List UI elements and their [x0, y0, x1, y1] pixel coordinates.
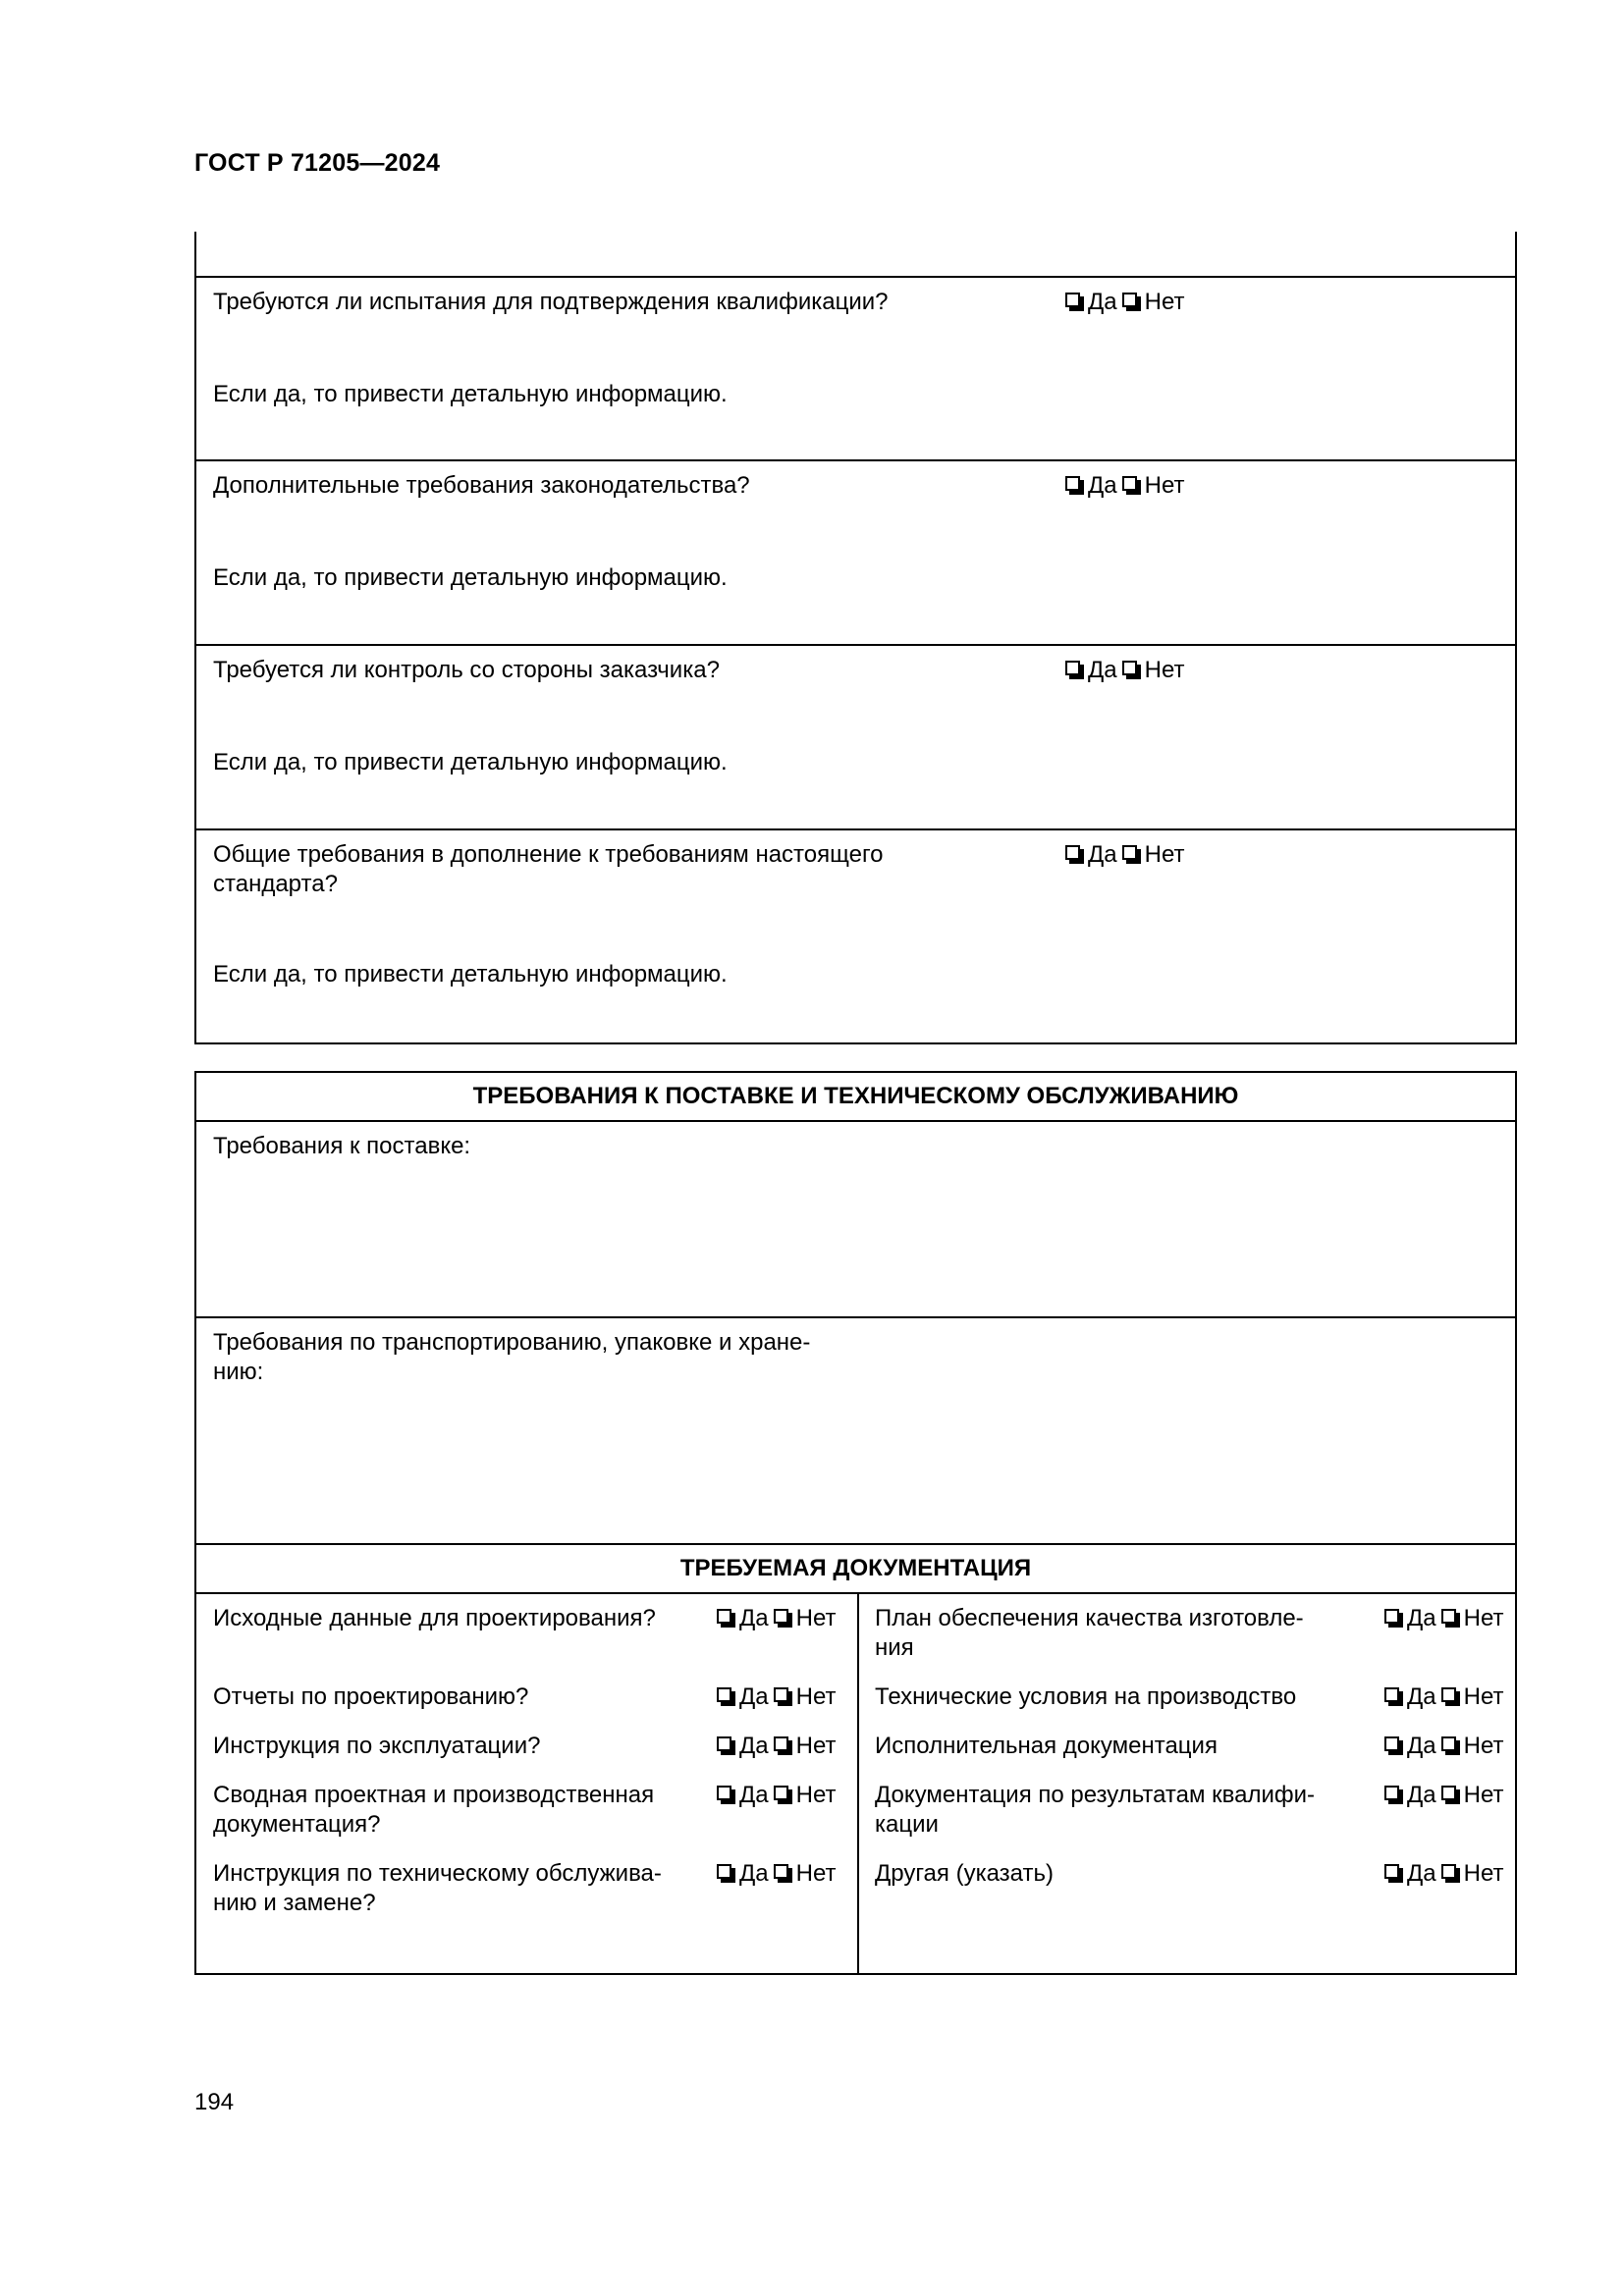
documentation-grid: [196, 1594, 1515, 1975]
no-label: Нет: [1144, 289, 1185, 315]
yes-label: Да: [1407, 1683, 1436, 1710]
question-text: Требуется ли контроль со стороны заказчика?: [213, 657, 720, 683]
yes-label: Да: [739, 1860, 769, 1887]
detail-prompt: Если да, то привести детальную информацию.: [213, 564, 728, 591]
yes-label: Да: [739, 1605, 769, 1631]
question-text: Требуются ли испытания для подтверждения квалификации?: [213, 289, 889, 315]
no-checkbox[interactable]: [1441, 1864, 1460, 1883]
doc-item-label: Сводная проектная и производственная документация?: [213, 1782, 655, 1838]
yes-checkbox[interactable]: [717, 1687, 735, 1706]
yes-label: Да: [739, 1733, 769, 1759]
no-label: Нет: [1144, 472, 1185, 499]
no-checkbox[interactable]: [774, 1687, 792, 1706]
no-checkbox[interactable]: [774, 1864, 792, 1883]
no-checkbox[interactable]: [1122, 476, 1141, 495]
no-label: Нет: [1463, 1605, 1504, 1631]
yes-label: Да: [1407, 1605, 1436, 1631]
question-text: Дополнительные требования законодательства?: [213, 472, 750, 499]
delivery-requirements-block: [196, 1122, 1515, 1318]
no-checkbox[interactable]: [1122, 293, 1141, 311]
doc-item-label: Документация по результатам квалифи-кации: [875, 1782, 1316, 1838]
yes-no-options: [1384, 1781, 1503, 1810]
question-row: [196, 646, 1515, 830]
yes-checkbox[interactable]: [1065, 293, 1084, 311]
yes-checkbox[interactable]: [1384, 1609, 1403, 1628]
yes-checkbox[interactable]: [1065, 661, 1084, 679]
yes-checkbox[interactable]: [1384, 1687, 1403, 1706]
yes-checkbox[interactable]: [1384, 1736, 1403, 1755]
yes-checkbox[interactable]: [1384, 1786, 1403, 1804]
yes-checkbox[interactable]: [1384, 1864, 1403, 1883]
yes-label: Да: [1088, 472, 1117, 499]
table-continuation-row: [196, 232, 1515, 278]
yes-checkbox[interactable]: [1065, 476, 1084, 495]
question-row: [196, 461, 1515, 646]
delivery-requirements-label: Требования к поставке:: [213, 1133, 471, 1159]
yes-no-options: [1384, 1604, 1503, 1633]
doc-item-label: Исходные данные для проектирования?: [213, 1605, 656, 1631]
yes-checkbox[interactable]: [717, 1864, 735, 1883]
no-label: Нет: [1463, 1860, 1504, 1887]
detail-prompt: Если да, то привести детальную информацию.: [213, 749, 728, 775]
doc-item-label: Исполнительная документация: [875, 1733, 1218, 1759]
question-row: [196, 278, 1515, 461]
no-checkbox[interactable]: [1441, 1736, 1460, 1755]
requirements-questions-table: [194, 232, 1517, 1044]
no-label: Нет: [795, 1605, 837, 1631]
yes-no-options: [717, 1859, 836, 1889]
no-checkbox[interactable]: [1441, 1786, 1460, 1804]
yes-label: Да: [739, 1782, 769, 1808]
documentation-section-title: ТРЕБУЕМАЯ ДОКУМЕНТАЦИЯ: [196, 1545, 1515, 1594]
yes-label: Да: [1407, 1860, 1436, 1887]
page-number: 194: [194, 2089, 235, 2115]
question-text: Общие требования в дополнение к требованиям настоящего стандарта?: [213, 841, 884, 897]
doc-item-label: План обеспечения качества изготовле-ния: [875, 1605, 1304, 1661]
yes-no-options: [1384, 1682, 1503, 1712]
yes-checkbox[interactable]: [717, 1609, 735, 1628]
no-label: Нет: [1463, 1733, 1504, 1759]
yes-no-options: [1065, 471, 1184, 501]
no-checkbox[interactable]: [774, 1609, 792, 1628]
transport-requirements-label: Требования по транспортированию, упаковке и хране-нию:: [213, 1329, 811, 1385]
detail-prompt: Если да, то привести детальную информацию.: [213, 381, 728, 407]
detail-prompt: Если да, то привести детальную информацию.: [213, 961, 728, 988]
column-divider: [857, 1594, 859, 1975]
no-checkbox[interactable]: [1441, 1609, 1460, 1628]
yes-label: Да: [1088, 289, 1117, 315]
doc-item-label: Технические условия на производство: [875, 1683, 1297, 1710]
question-row: [196, 830, 1515, 1042]
no-checkbox[interactable]: [774, 1736, 792, 1755]
no-checkbox[interactable]: [1122, 661, 1141, 679]
yes-no-options: [1065, 656, 1184, 685]
delivery-section-title: ТРЕБОВАНИЯ К ПОСТАВКЕ И ТЕХНИЧЕСКОМУ ОБСЛУЖИВАНИЮ: [196, 1073, 1515, 1122]
yes-no-options: [1384, 1859, 1503, 1889]
no-checkbox[interactable]: [1122, 845, 1141, 864]
yes-checkbox[interactable]: [1065, 845, 1084, 864]
doc-item-label: Инструкция по техническому обслужива-нию и замене?: [213, 1860, 662, 1916]
no-label: Нет: [1463, 1683, 1504, 1710]
yes-label: Да: [1407, 1733, 1436, 1759]
yes-no-options: [1065, 840, 1184, 870]
no-label: Нет: [795, 1782, 837, 1808]
yes-no-options: [1065, 288, 1184, 317]
yes-no-options: [1384, 1732, 1503, 1761]
doc-item-label: Другая (указать): [875, 1860, 1054, 1887]
delivery-documentation-table: [194, 1071, 1517, 1975]
no-label: Нет: [795, 1683, 837, 1710]
yes-label: Да: [1088, 657, 1117, 683]
no-label: Нет: [1144, 657, 1185, 683]
doc-item-label: Отчеты по проектированию?: [213, 1683, 529, 1710]
yes-checkbox[interactable]: [717, 1736, 735, 1755]
yes-no-options: [717, 1682, 836, 1712]
yes-label: Да: [739, 1683, 769, 1710]
no-label: Нет: [1144, 841, 1185, 868]
yes-no-options: [717, 1604, 836, 1633]
transport-requirements-block: [196, 1318, 1515, 1545]
yes-label: Да: [1407, 1782, 1436, 1808]
no-label: Нет: [1463, 1782, 1504, 1808]
yes-no-options: [717, 1781, 836, 1810]
yes-checkbox[interactable]: [717, 1786, 735, 1804]
yes-no-options: [717, 1732, 836, 1761]
yes-label: Да: [1088, 841, 1117, 868]
document-code: ГОСТ Р 71205—2024: [194, 149, 441, 177]
no-checkbox[interactable]: [774, 1786, 792, 1804]
no-label: Нет: [795, 1733, 837, 1759]
doc-item-label: Инструкция по эксплуатации?: [213, 1733, 541, 1759]
no-label: Нет: [795, 1860, 837, 1887]
no-checkbox[interactable]: [1441, 1687, 1460, 1706]
